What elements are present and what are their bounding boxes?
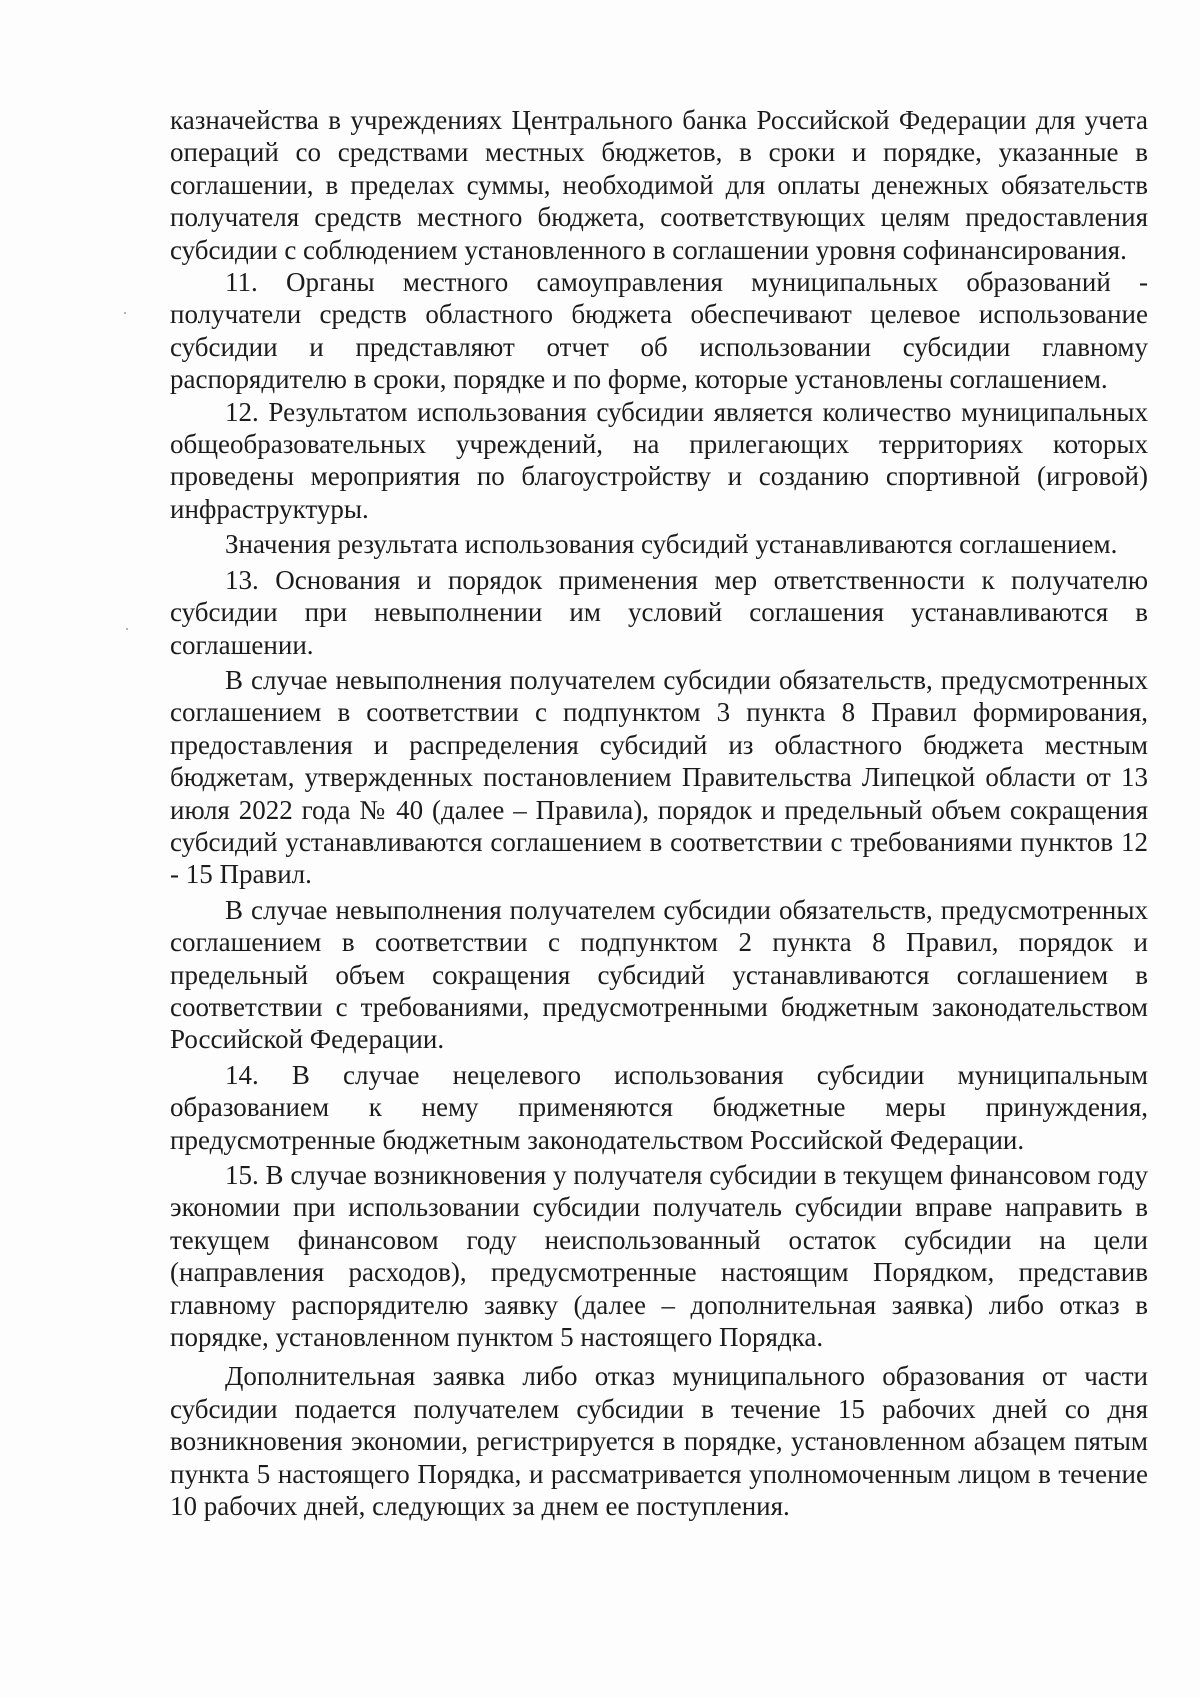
document-body bbox=[170, 104, 1148, 1522]
paragraph-additional-request: Дополнительная заявка либо отказ муниципального образования от части субсидии подается получателем субсидии в течение 15 рабочих дней со дня возникновения экономии, регистрируется в порядке, установленном абзацем пятым пункта 5 настоящего Порядка, и рассматривается уполномоченным лицом в течение 10 рабочих дней, следующих за днем ее поступления. bbox=[170, 1361, 1148, 1522]
paragraph-item-15: 15. В случае возникновения у получателя субсидии в текущем финансовом году экономии при использовании субсидии получатель субсидии вправе направить в текущем финансовом году неиспользованный остаток субсидии на цели (направления расходов), предусмотренные настоящим Порядком, представив главному распорядителю заявку (далее – дополнительная заявка) либо отказ в порядке, установленном пунктом 5 настоящего Порядка. bbox=[170, 1160, 1148, 1353]
paragraph-item-12: 12. Результатом использования субсидии является количество муниципальных общеобразовательных учреждений, на прилегающих территориях которых проведены мероприятия по благоустройству и созданию спортивной (игровой) инфраструктуры. bbox=[170, 396, 1148, 524]
paragraph-nonfulfillment-2: В случае невыполнения получателем субсидии обязательств, предусмотренных соглашением в соответствии с подпунктом 2 пункта 8 Правил, порядок и предельный объем сокращения субсидий устанавливаются соглашением в соответствии с требованиями, предусмотренными бюджетным законодательством Российской Федерации. bbox=[170, 894, 1148, 1055]
scan-speck bbox=[126, 628, 128, 630]
paragraph-continuation: казначейства в учреждениях Центрального банка Российской Федерации для учета операций со средствами местных бюджетов, в сроки и порядке, указанные в соглашении, в пределах суммы, необходимой для оплаты денежных обязательств получателя средств местного бюджета, соответствующих целям предоставления субсидии с соблюдением установленного в соглашении уровня софинансирования. bbox=[170, 105, 1148, 265]
paragraph-result-values: Значения результата использования субсидий устанавливаются соглашением. bbox=[225, 529, 1118, 560]
scan-speck bbox=[124, 312, 126, 314]
paragraph-item-11: 11. Органы местного самоуправления муниципальных образований - получатели средств областного бюджета обеспечивают целевое использование субсидии и представляют отчет об использовании субсидии главному распорядителю в сроки, порядке и по форме, которые установлены соглашением. bbox=[170, 267, 1148, 395]
paragraph-nonfulfillment-3: В случае невыполнения получателем субсидии обязательств, предусмотренных соглашением в соответствии с подпунктом 3 пункта 8 Правил формирования, предоставления и распределения субсидий из областного бюджета местным бюджетам, утвержденных постановлением Правительства Липецкой области от 13 июля 2022 года № 40 (далее – Правила), порядок и предельный объем сокращения субсидий устанавливаются соглашением в соответствии с требованиями пунктов 12 - 15 Правил. bbox=[170, 664, 1148, 890]
paragraph-item-13: 13. Основания и порядок применения мер ответственности к получателю субсидии при невыполнении им условий соглашения устанавливаются в соглашении. bbox=[170, 564, 1148, 660]
paragraph-item-14: 14. В случае нецелевого использования субсидии муниципальным образованием к нему применяются бюджетные меры принуждения, предусмотренные бюджетным законодательством Российской Федерации. bbox=[170, 1059, 1148, 1155]
